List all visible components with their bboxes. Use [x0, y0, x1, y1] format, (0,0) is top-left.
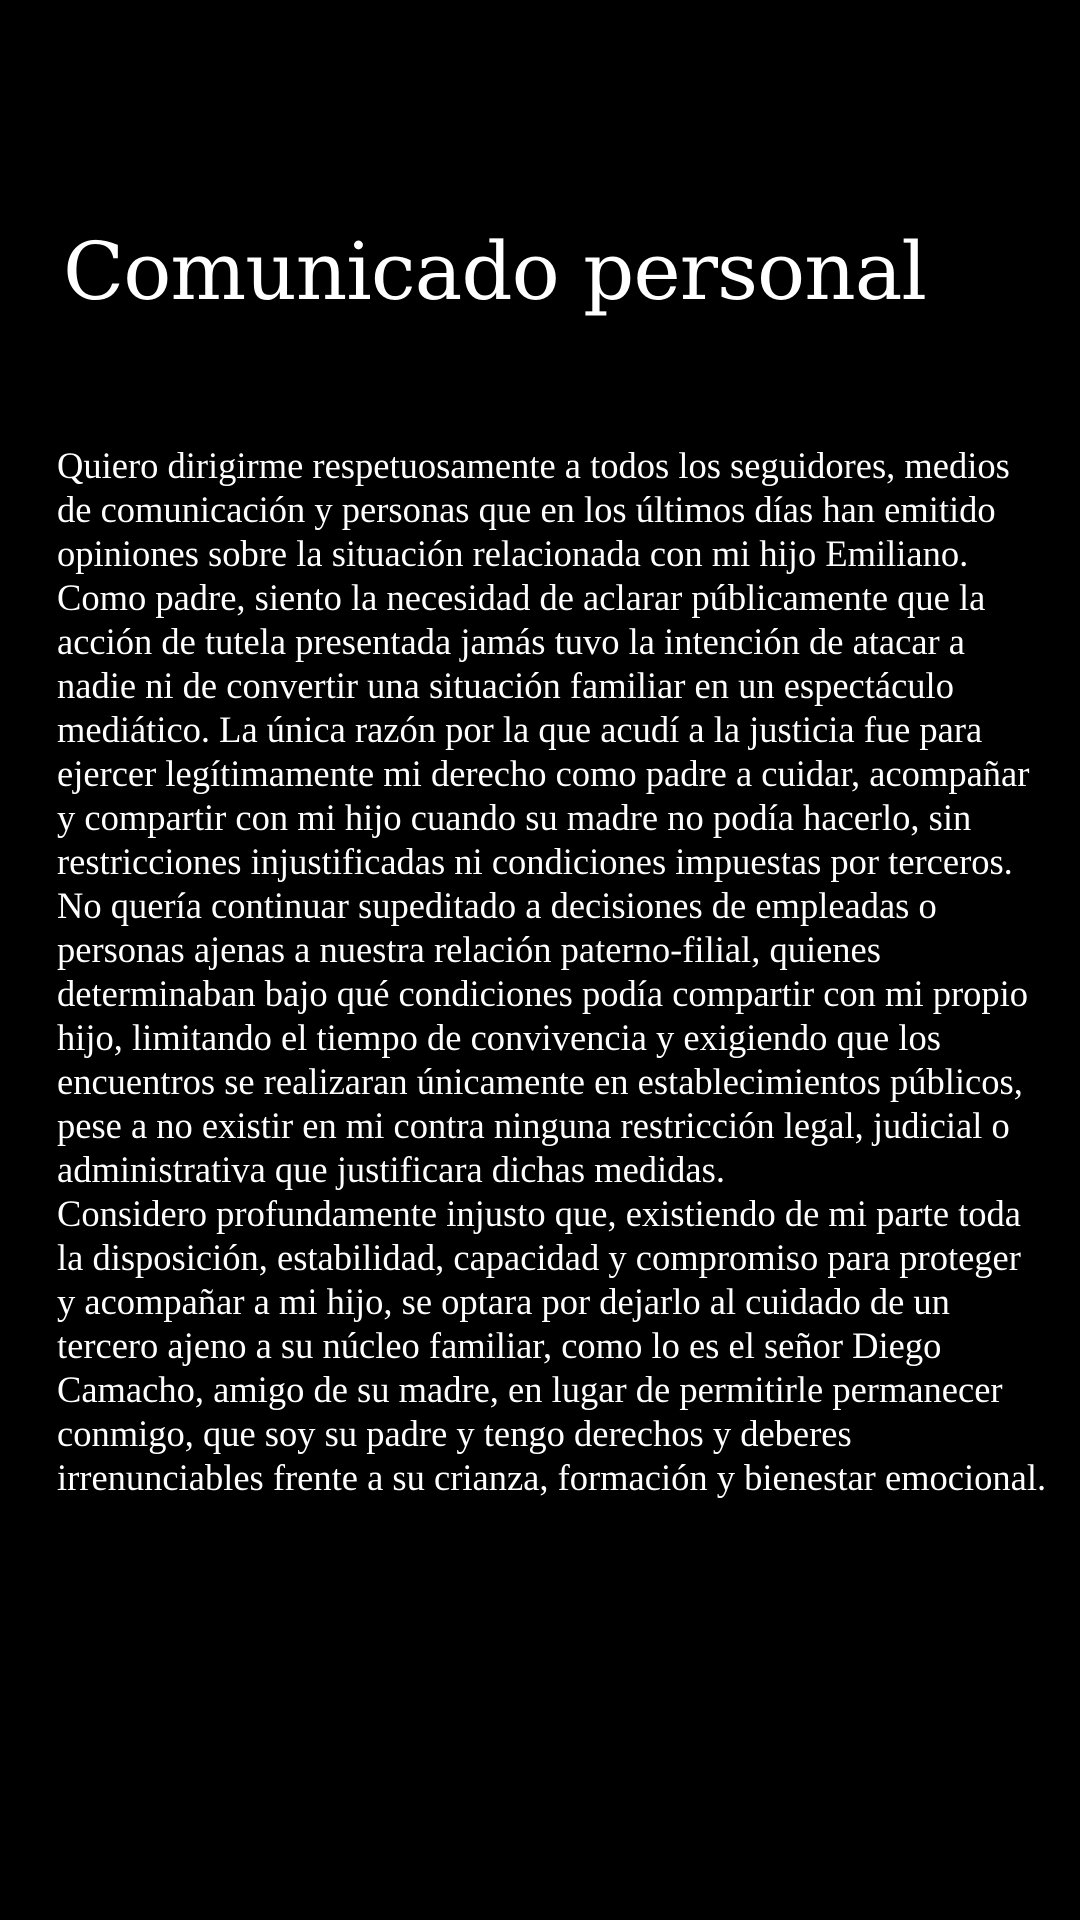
- statement-paragraph-3: Considero profundamente injusto que, existiendo de mi parte toda la disposición, estabilidad, capacidad y compromiso para proteger y acompañar a mi hijo, se optara por dejarlo al cuidado de un tercero ajeno a su núcleo familiar, como lo es el señor Diego Camacho, amigo de su madre, en lugar de permitirle permanecer conmigo, que soy su padre y tengo derechos y deberes irrenunciables frente a su crianza, formación y bienestar emocional.: [57, 1193, 1047, 1498]
- statement-title: Comunicado personal: [63, 225, 926, 318]
- statement-paragraph-1: Quiero dirigirme respetuosamente a todos los seguidores, medios de comunicación y personas que en los últimos días han emitido opiniones sobre la situación relacionada con mi hijo Emiliano.: [57, 445, 1010, 574]
- statement-body: [57, 444, 1047, 1500]
- statement-paragraph-2: Como padre, siento la necesidad de aclarar públicamente que la acción de tutela presentada jamás tuvo la intención de atacar a nadie ni de convertir una situación familiar en un espectáculo mediático. La única razón por la que acudí a la justicia fue para ejercer legítimamente mi derecho como padre a cuidar, acompañar y compartir con mi hijo cuando su madre no podía hacerlo, sin restricciones injustificadas ni condiciones impuestas por terceros. No quería continuar supeditado a decisiones de empleadas o personas ajenas a nuestra relación paterno-filial, quienes determinaban bajo qué condiciones podía compartir con mi propio hijo, limitando el tiempo de convivencia y exigiendo que los encuentros se realizaran únicamente en establecimientos públicos, pese a no existir en mi contra ninguna restricción legal, judicial o administrativa que justificara dichas medidas.: [57, 577, 1030, 1190]
